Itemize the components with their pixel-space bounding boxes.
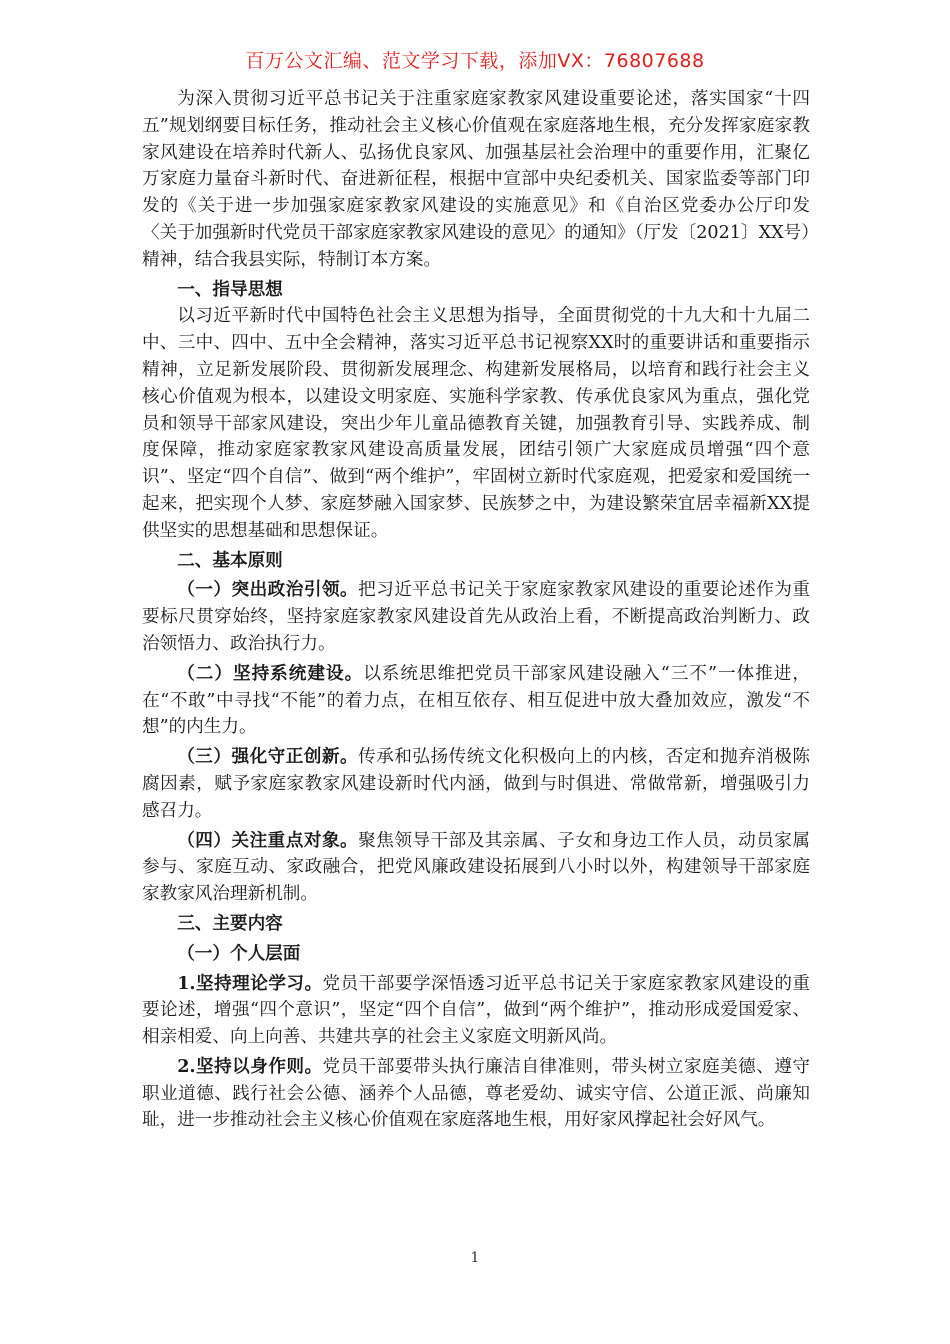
section1-paragraph: 以习近平新时代中国特色社会主义思想为指导，全面贯彻党的十九大和十九届二中、三中、四中、五中全会精神，落实习近平总书记视察XX时的重要讲话和重要指示精神，立足新发展阶段、贯彻新发展理念、构建新发展格局，以培育和践行社会主义核心价值观为根本，以建设文明家庭、实施科学家教、传承优良家风为重点，强化党员和领导干部家风建设，突出少年儿童品德教育关键，加强教育引导、实践养成、制度保障，推动家庭家教家风建设高质量发展，团结引领广大家庭成员增强“四个意识”、坚定“四个自信”、做到“两个维护”，牢固树立新时代家庭观，把爱家和爱国统一起来，把实现个人梦、家庭梦融入国家梦、民族梦之中，为建设繁荣宜居幸福新XX提供坚实的思想基础和思想保证。: [142, 306, 810, 541]
content-item-1-title: 1.坚持理论学习。: [177, 972, 323, 994]
principle-2-title: （二）坚持系统建设。: [177, 662, 364, 684]
principle-1-title: （一）突出政治引领。: [177, 579, 359, 601]
principle-3-title: （三）强化守正创新。: [177, 746, 359, 768]
document-body: [142, 86, 810, 1134]
principle-1: [142, 577, 810, 657]
intro-paragraph: 为深入贯彻习近平总书记关于注重家庭家教家风建设重要论述，落实国家“十四五”规划纲要目标任务，推动社会主义核心价值观在家庭落地生根，充分发挥家庭家教家风建设在培养时代新人、弘扬优良家风、加强基层社会治理中的重要作用，汇聚亿万家庭力量奋斗新时代、奋进新征程，根据中宣部中央纪委机关、国家监委等部门印发的《关于进一步加强家庭家教家风建设的实施意见》和《自治区党委办公厅印发〈关于加强新时代党员干部家庭家教家风建设的意见〉的通知》（厅发〔2021〕XX号）精神，结合我县实际，特制订本方案。: [142, 89, 811, 270]
content-item-1-text: 党员干部要学深悟透习近平总书记关于家庭家教家风建设的重要论述，增强“四个意识”，坚定“四个自信”，做到“两个维护”，推动形成爱国爱家、相亲相爱、向上向善、共建共享的社会主义家庭文明新风尚。: [142, 973, 810, 1048]
content-item-1: [142, 971, 810, 1051]
section2-heading: 二、基本原则: [177, 549, 283, 571]
page-number: 1: [470, 1250, 480, 1266]
content-item-2-title: 2.坚持以身作则。: [177, 1055, 323, 1077]
principle-3: [142, 744, 810, 824]
principle-3-text: 传承和弘扬传统文化积极向上的内核，否定和抛弃消极陈腐因素，赋予家庭家教家风建设新时代内涵，做到与时俱进、常做常新，增强吸引力感召力。: [142, 747, 810, 821]
section3-subheading: （一）个人层面: [177, 942, 301, 964]
content-item-2-text: 党员干部要带头执行廉洁自律准则，带头树立家庭美德、遵守职业道德、践行社会公德、涵养个人品德，尊老爱幼、诚实守信、公道正派、尚廉知耻，进一步推动社会主义核心价值观在家庭落地生根，用好家风撑起社会好风气。: [142, 1056, 810, 1131]
principle-2-text: 以系统思维把党员干部家风建设融入“三不”一体推进，在“不敢”中寻找“不能”的着力点，在相互依存、相互促进中放大叠加效应，激发“不想”的内生力。: [142, 663, 810, 738]
principle-4: [142, 828, 810, 908]
watermark-banner: 百万公文汇编、范文学习下载，添加VX：76807688: [245, 50, 705, 72]
content-item-2: [142, 1054, 810, 1134]
principle-1-text: 把习近平总书记关于家庭家教家风建设的重要论述作为重要标尺贯穿始终，坚持家庭家教家风建设首先从政治上看，不断提高政治判断力、政治领悟力、政治执行力。: [142, 580, 810, 654]
section3-heading: 三、主要内容: [177, 912, 283, 934]
principle-4-text: 聚焦领导干部及其亲属、子女和身边工作人员，动员家属参与、家庭互动、家政融合，把党风廉政建设拓展到八小时以外，构建领导干部家庭家教家风治理新机制。: [142, 830, 810, 905]
principle-2: [142, 661, 810, 741]
principle-4-title: （四）关注重点对象。: [177, 829, 359, 851]
section1-heading: 一、指导思想: [177, 278, 283, 300]
